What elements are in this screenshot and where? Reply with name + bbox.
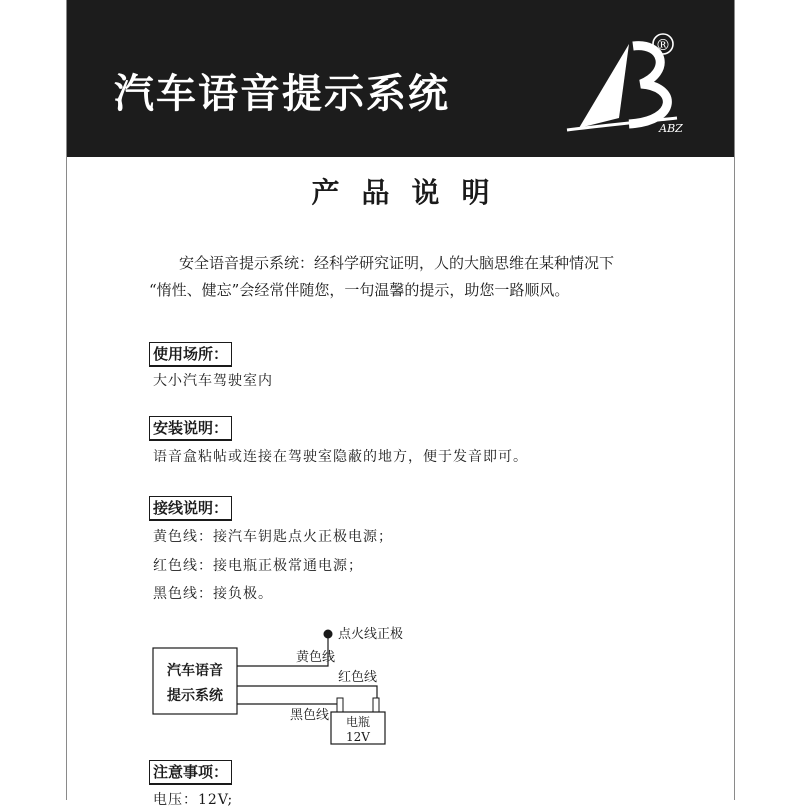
wiring-line: 黄色线：接汽车钥匙点火正极电源；	[153, 529, 393, 545]
wiring-diagram	[149, 618, 469, 754]
intro-line: “惰性、健忘”会经常伴随您，一句温馨的提示，助您一路顺风。	[149, 281, 570, 299]
usage-heading: 使用场所：	[149, 342, 232, 367]
brand-logo-icon	[559, 26, 699, 141]
yellow-wire-label: 黄色线	[295, 650, 335, 665]
wiring-line: 红色线：接电瓶正极常通电源；	[153, 558, 363, 574]
battery-terminal	[373, 698, 379, 712]
ignition-label: 点火线正极	[338, 627, 404, 642]
intro-line: 安全语音提示系统：经科学研究证明，人的大脑思维在某种情况下	[179, 254, 615, 272]
install-heading: 安装说明：	[149, 416, 232, 441]
black-wire-label: 黑色线	[289, 708, 329, 723]
system-box-line2: 提示系统	[167, 688, 223, 704]
black-wire	[237, 700, 341, 704]
usage-text: 大小汽车驾驶室内	[153, 373, 273, 389]
wiring-line: 黑色线：接负极。	[153, 586, 273, 602]
logo-sub-text: ABZ	[659, 122, 683, 135]
battery-terminal	[337, 698, 343, 712]
ignition-terminal	[324, 630, 333, 639]
banner-title: 汽车语音提示系统	[114, 70, 450, 117]
page-title: 产品说明	[311, 176, 512, 209]
system-box-line1: 汽车语音	[167, 663, 223, 679]
notes-text: 电压：12V;	[153, 792, 234, 808]
document-page	[66, 0, 735, 808]
system-box	[153, 648, 237, 714]
red-wire-label: 红色线	[337, 670, 377, 685]
battery-voltage: 12V	[346, 730, 370, 744]
registered-mark: ®	[655, 36, 671, 54]
notes-heading: 注意事项：	[149, 760, 232, 785]
intro-paragraph	[149, 250, 614, 304]
red-wire	[237, 686, 377, 700]
install-text: 语音盒粘帖或连接在驾驶室隐蔽的地方，便于发音即可。	[153, 449, 528, 465]
battery-label: 电瓶	[345, 715, 371, 729]
header-banner	[67, 0, 734, 157]
wiring-heading: 接线说明：	[149, 496, 232, 521]
